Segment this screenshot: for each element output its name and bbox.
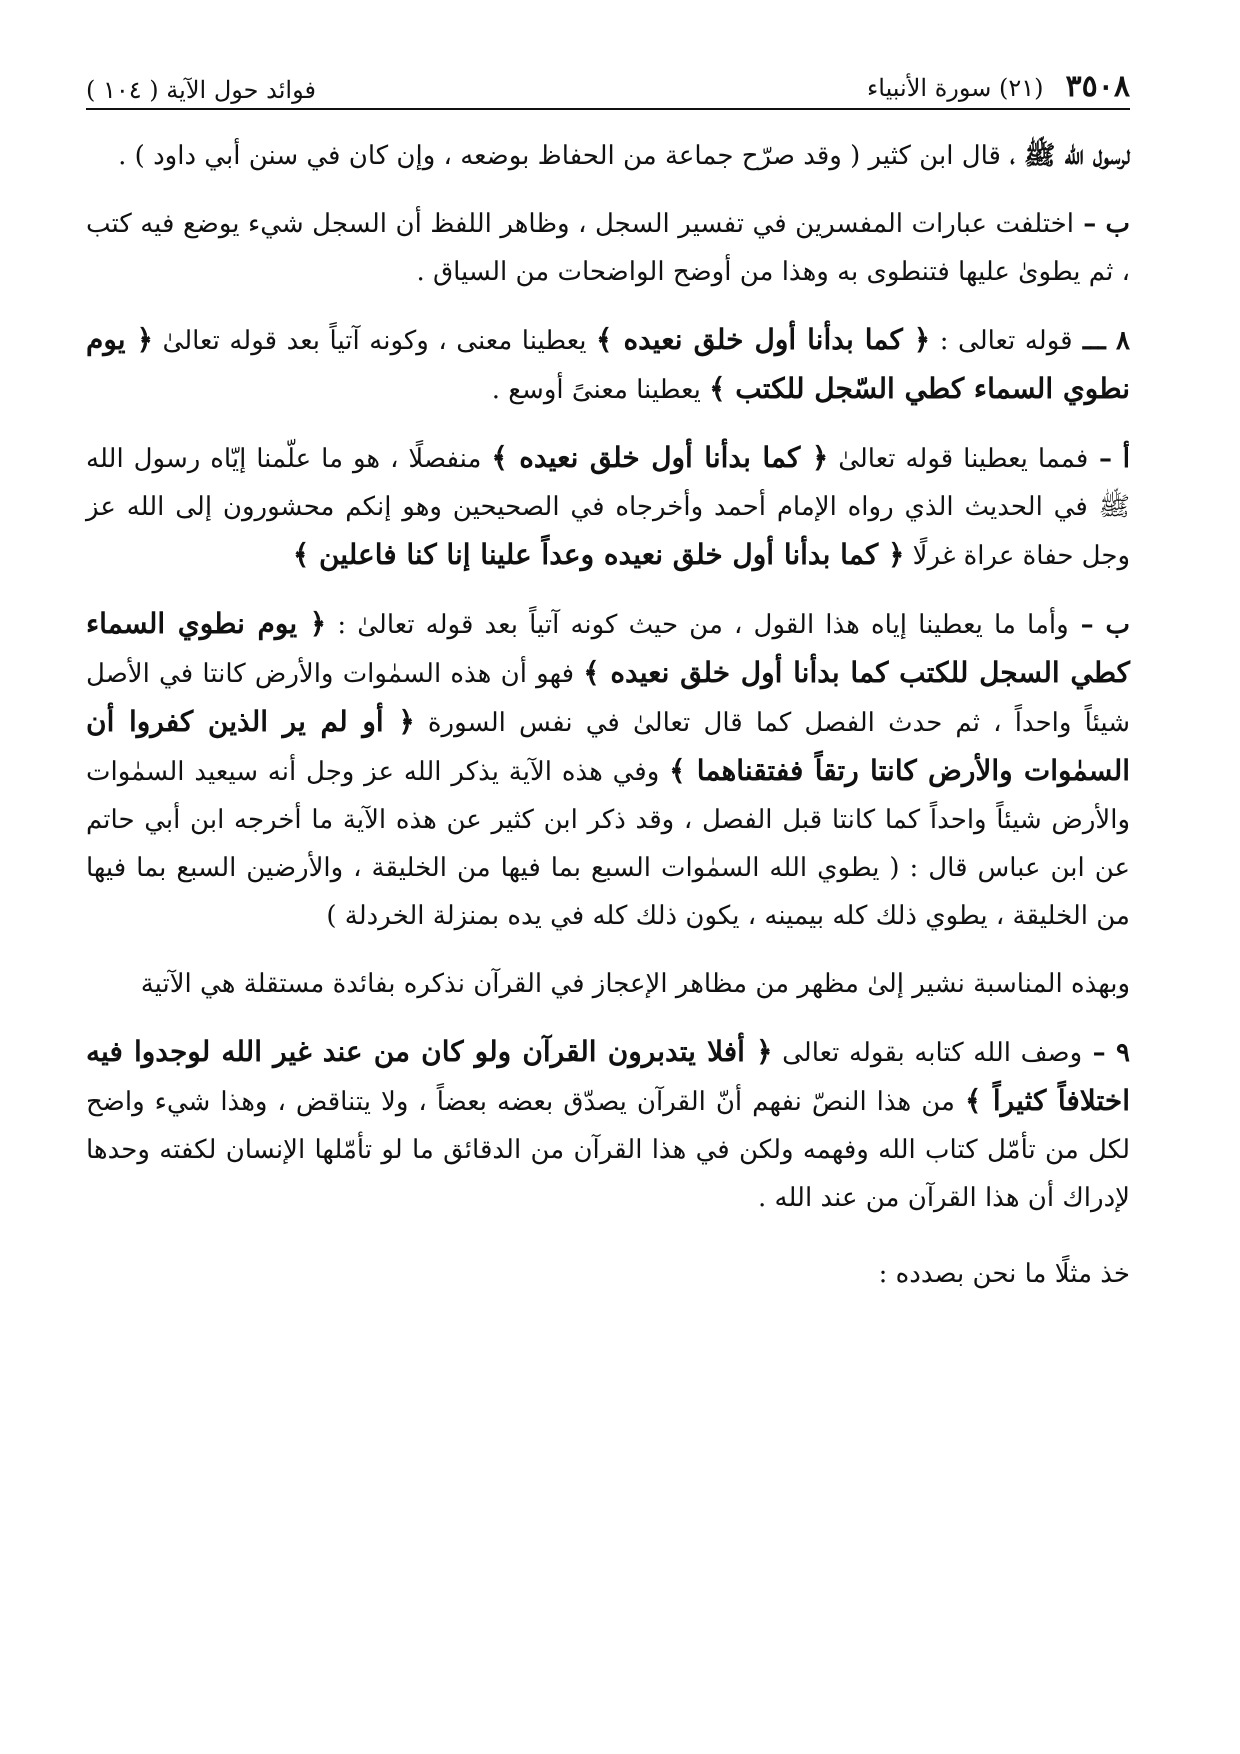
page-number: ٣٥٠٨ [1065,69,1130,104]
text-segment: اختلفت عبارات المفسرين في تفسير السجل ، وظاهر اللفظ أن السجل شيء يوضع فيه كتب ، ثم يطوىٰ عليها فتنطوى به وهذا من أوضح الواضحات من السياق . [86,209,1130,287]
page-header [86,60,1130,104]
text-segment: لرسول الله ﷺ ، [1000,141,1130,171]
surah-title: (٢١) سورة الأنبياء [866,74,1044,102]
text-segment: وبهذه المناسبة نشير إلىٰ مظهر من مظاهر الإعجاز في القرآن نذكره بفائدة مستقلة هي الآتية [140,969,1130,999]
quran-verse: ﴿ يوم نطوي السماء كطي السّجل للكتب ﴾ [86,323,1130,405]
text-segment: فمما يعطينا قوله تعالىٰ [828,444,1089,474]
text-segment: خذ مثلًا ما نحن بصدده : [878,1259,1130,1289]
quran-verse: ﴿ كما بدأنا أول خلق نعيده ﴾ [491,441,829,474]
paragraph [86,316,1130,414]
paragraph [86,1250,1130,1298]
quran-verse: ﴿ يوم نطوي السماء كطي السجل للكتب كما بدأنا أول خلق نعيده ﴾ [86,607,1130,689]
text-segment: يعطينا معنى ، وكونه آتياً بعد قوله تعالىٰ [153,326,597,356]
text-segment: فهو أن هذه السمٰوات والأرض كانتا في الأصل شيئاً واحداً ، ثم حدث الفصل كما قال تعالىٰ في نفس السورة [86,659,1130,738]
section-title: فوائد حول الآية ( ١٠٤ ) [86,76,316,104]
quran-verse: ﴿ كما بدأنا أول خلق نعيده وعداً علينا إنا كنا فاعلين ﴾ [292,538,905,571]
text-segment: وصف الله كتابه بقوله تعالى [772,1038,1083,1068]
paragraph-marker: ب – [1073,209,1130,239]
quran-verse: ﴿ كما بدأنا أول خلق نعيده ﴾ [596,323,931,356]
text-segment: قوله تعالى : [930,326,1073,356]
paragraph [86,960,1130,1008]
header-right [867,69,1130,104]
text-segment: وفي هذه الآية يذكر الله عز وجل أنه سيعيد السمٰوات والأرض شيئاً واحداً كما كانتا قبل الفصل ، وقد ذكر ابن كثير عن هذه الآية ما أخرجه ابن أبي حاتم عن ابن عباس قال : ( يطوي الله السمٰوات السبع بما فيها من الخليقة ، والأرضين السبع بما فيها من الخليقة ، يطوي ذلك كله بيمينه ، يكون ذلك كله في يده بمنزلة الخردلة ) [86,757,1130,931]
quran-verse: ﴿ أفلا يتدبرون القرآن ولو كان من عند غير الله لوجدوا فيه اختلافاً كثيراً ﴾ [86,1035,1130,1117]
paragraph [86,434,1130,580]
paragraph [86,1028,1130,1222]
text-segment: منفصلًا ، هو ما علّمنا إيّاه رسول الله ﷺ في الحديث الذي رواه الإمام أحمد وأخرجاه في الصحيحين وهو إنكم محشورون إلى الله عز وجل حفاة عراة غرلًا [86,444,1130,571]
text-segment: وأما ما يعطينا إياه هذا القول ، من حيث كونه آتياً بعد قوله تعالىٰ : [326,610,1069,640]
header-rule [86,108,1130,110]
paragraph-number: ٩ – [1082,1038,1130,1068]
paragraph [86,200,1130,296]
quran-verse: ﴿ أو لم ير الذين كفروا أن السمٰوات والأرض كانتا رتقاً ففتقناهما ﴾ [86,705,1130,787]
text-segment: يعطينا معنىً أوسع . [491,375,710,405]
paragraph-marker: أ – [1088,444,1131,474]
paragraph [86,132,1130,180]
paragraph-marker: ب – [1068,610,1130,640]
paragraph-number: ٨ ـــ [1072,326,1130,356]
text-segment: قال ابن كثير ( وقد صرّح جماعة من الحفاظ بوضعه ، وإن كان في سنن أبي داود ) . [118,141,1001,171]
paragraph [86,600,1130,940]
page-body [86,132,1130,1318]
text-segment: من هذا النصّ نفهم أنّ القرآن يصدّق بعضه بعضاً ، ولا يتناقض ، وهذا شيء واضح لكل من تأمّل كتاب الله وفهمه ولكن في هذا القرآن من الدقائق ما لو تأمّلها الإنسان لكفته وحدها لإدراك أن هذا القرآن من عند الله . [86,1087,1130,1213]
